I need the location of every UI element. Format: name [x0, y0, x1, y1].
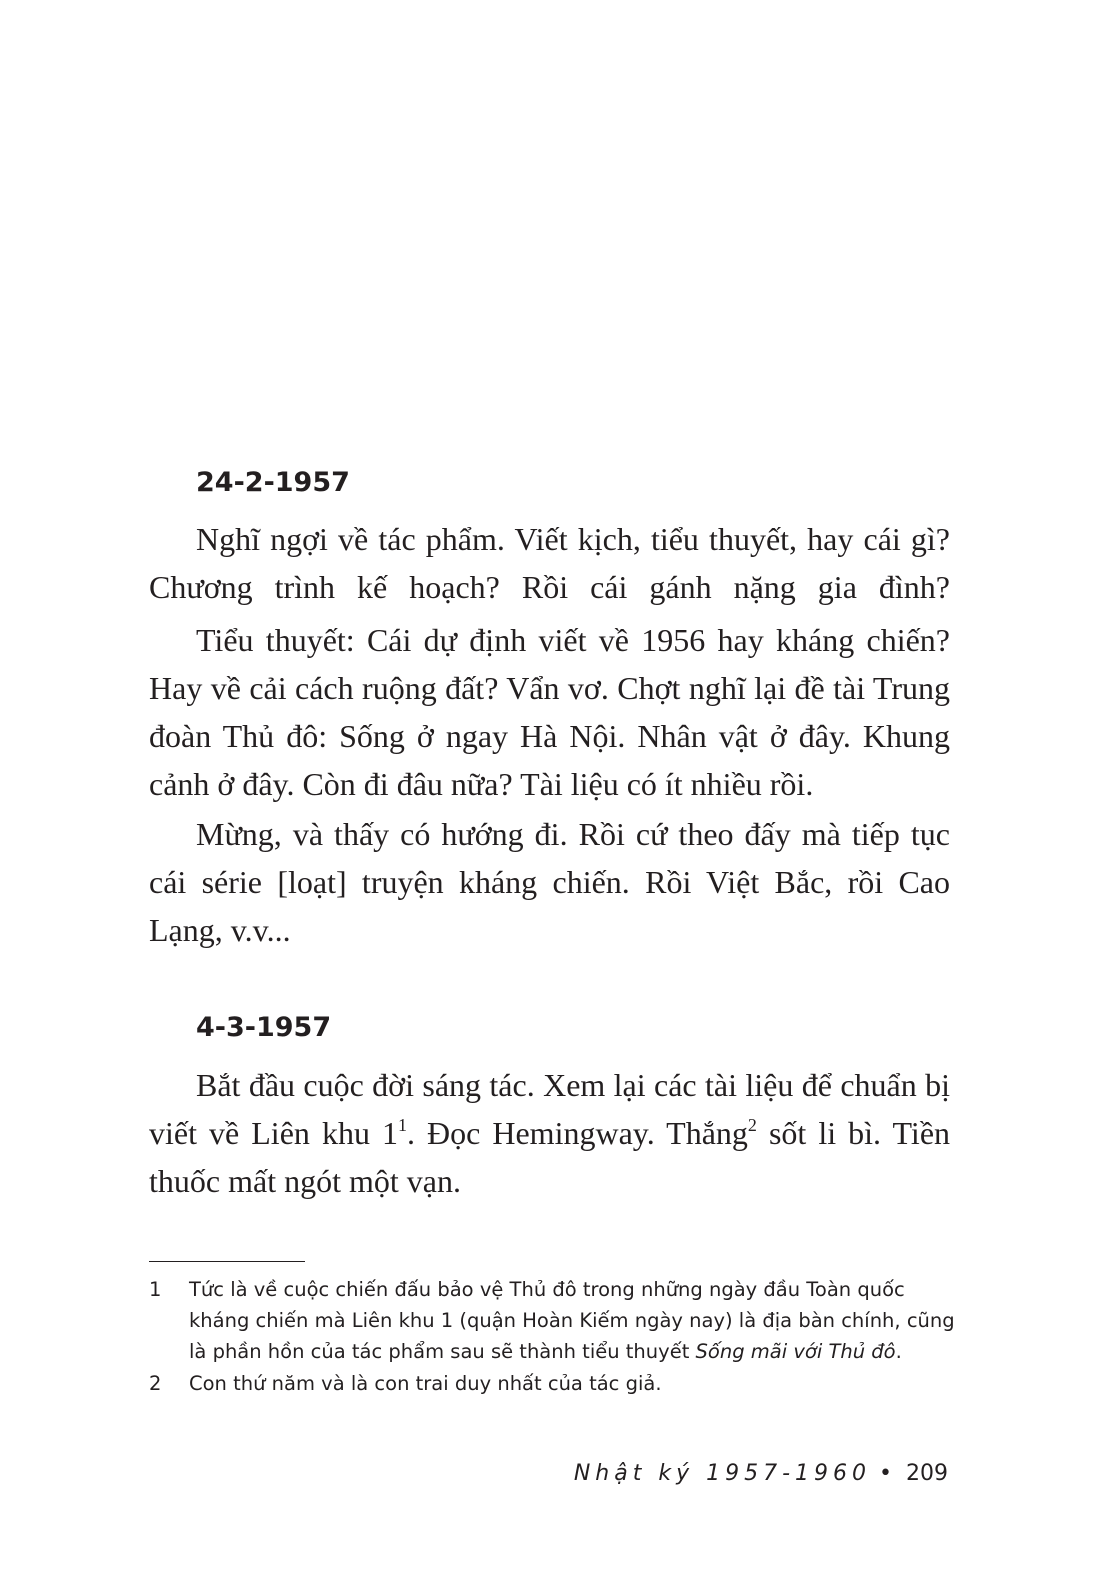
entry-date: 4-3-1957: [196, 1012, 332, 1043]
entry-date: 24-2-1957: [196, 467, 350, 498]
footnote-text: [189, 1274, 959, 1367]
paragraph-text: . Đọc Hemingway. Thắng: [406, 1115, 748, 1151]
paragraph-text: sốt li bì. Tiền thuốc mất ngót một vạn.: [149, 1115, 951, 1199]
entry-paragraph: Nghĩ ngợi về tác phẩm. Viết kịch, tiểu thuyết, hay cái gì? Chương trình kế hoạch? Rồi cái gánh nặng gia đình?: [149, 521, 950, 605]
entry-paragraph: Tiểu thuyết: Cái dự định viết về 1956 hay kháng chiến? Hay về cải cách ruộng đất? Vẩn vơ. Chợt nghĩ lại đề tài Trung đoàn Thủ đô: Sống ở ngay Hà Nội. Nhân vật ở đây. Khung cảnh ở đây. Còn đi đâu nữa? Tài liệu có ít nhiều rồi.: [149, 622, 950, 802]
footnote-body: Tức là về cuộc chiến đấu bảo vệ Thủ đô trong những ngày đầu Toàn quốc kháng chiến mà Liên khu 1 (quận Hoàn Kiếm ngày nay) là địa bàn chính, cũng là phần hồn của tác phẩm sau sẽ thành tiểu thuyết: [189, 1278, 955, 1363]
footnote-book-title: Sống mãi với Thủ đô: [695, 1340, 896, 1363]
footnote: [149, 1274, 955, 1367]
running-footer: [574, 1459, 948, 1489]
footnote: [149, 1368, 950, 1399]
entry-paragraph: [149, 1061, 950, 1205]
running-title: Nhật ký 1957-1960: [573, 1461, 872, 1486]
entry-paragraph: Mừng, và thấy có hướng đi. Rồi cứ theo đấy mà tiếp tục cái série [loạt] truyện kháng chiến. Rồi Việt Bắc, rồi Cao Lạng, v.v...: [149, 816, 950, 948]
footnote-divider: [149, 1261, 305, 1262]
page-number: 209: [906, 1461, 948, 1486]
paragraph-text: Bắt đầu cuộc đời sáng tác. Xem lại các tài liệu để chuẩn bị viết về Liên khu 1: [149, 1067, 950, 1151]
footnote-reference: 2: [747, 1115, 757, 1135]
footnote-body-end: .: [895, 1340, 902, 1363]
footer-separator: •: [879, 1461, 892, 1486]
footnote-reference: 1: [397, 1115, 407, 1135]
footnote-number: 1: [149, 1278, 162, 1301]
footnote-number: 2: [149, 1372, 162, 1395]
footnote-text: Con thứ năm và là con trai duy nhất của tác giả.: [189, 1372, 662, 1395]
